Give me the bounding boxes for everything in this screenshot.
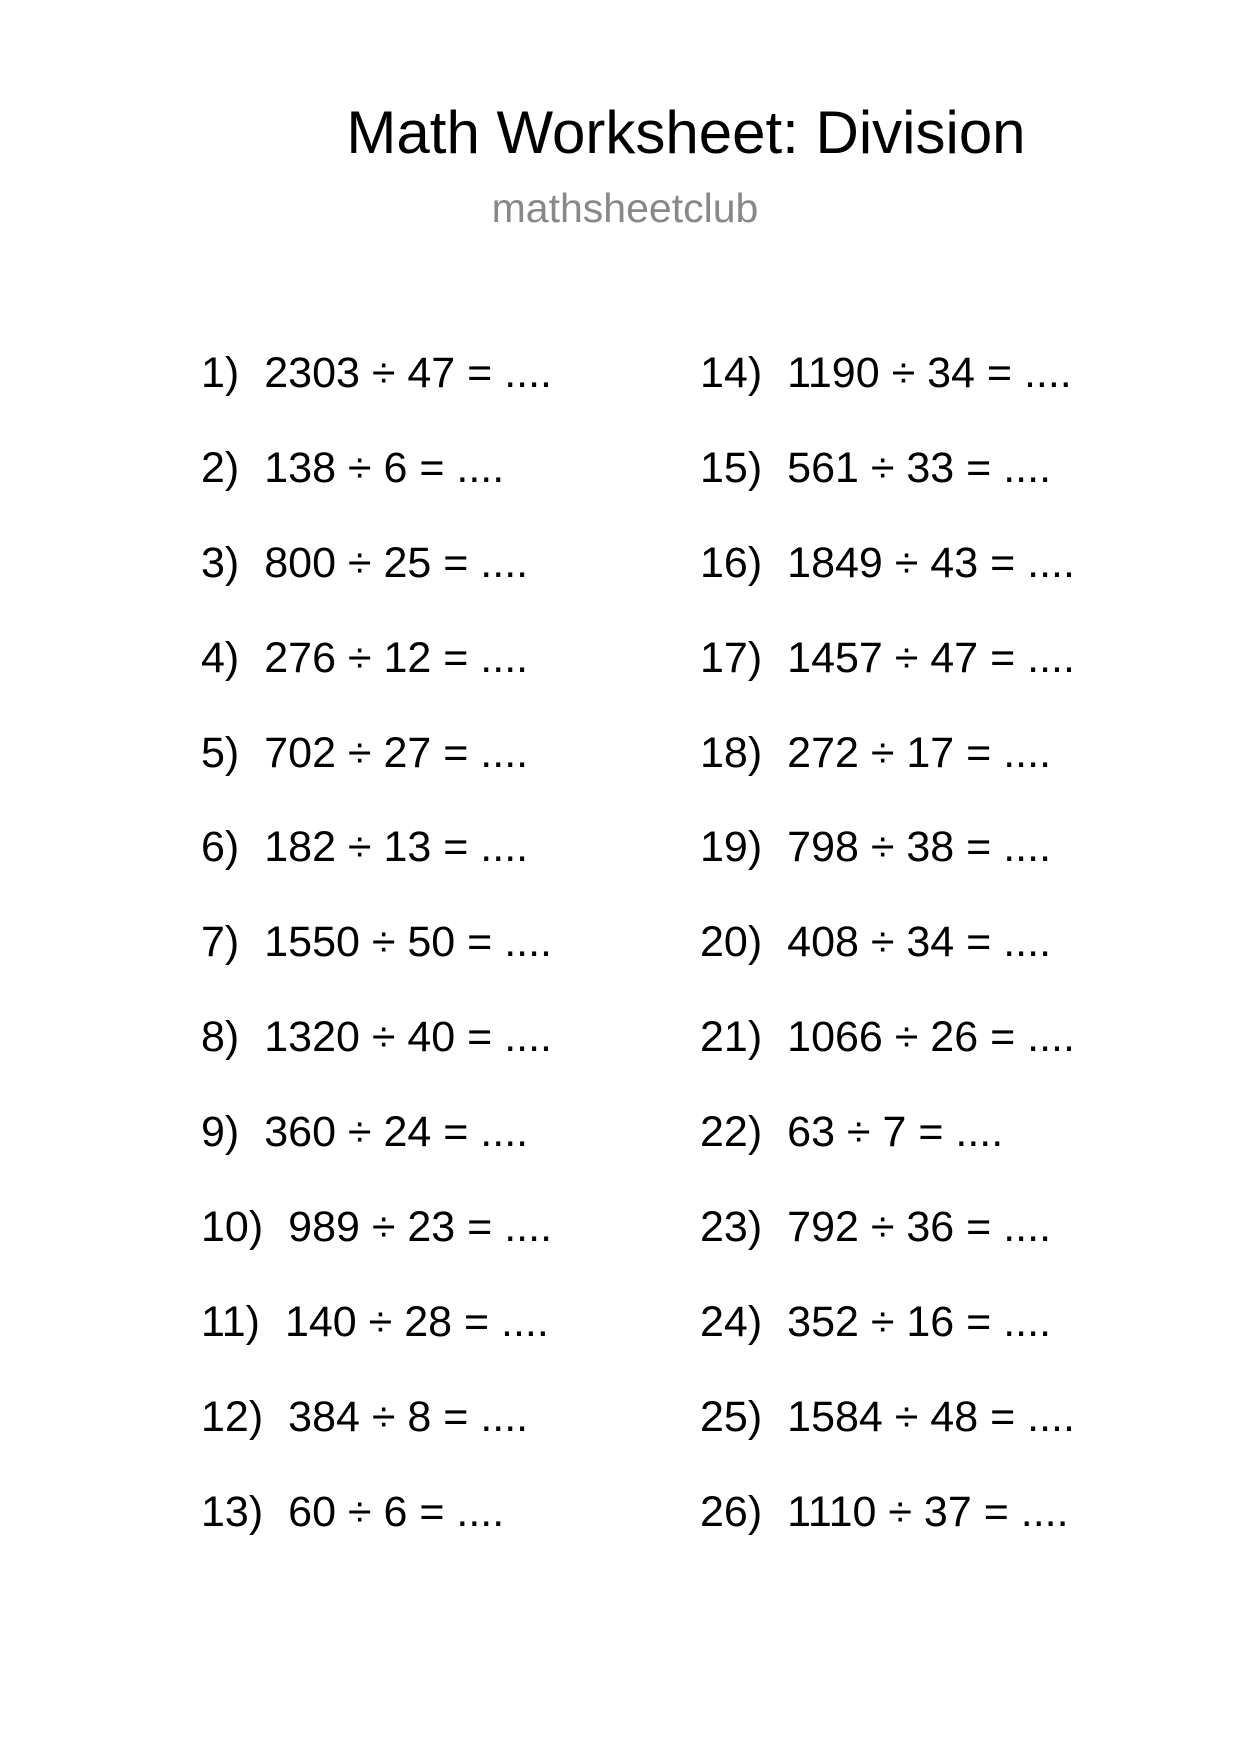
problem-expression: 702 ÷ 27 = .... — [264, 728, 529, 777]
problem-column-right — [700, 347, 1120, 1581]
problem-expression: 276 ÷ 12 = .... — [264, 633, 529, 682]
problem-expression: 138 ÷ 6 = .... — [264, 443, 505, 492]
problem-column-left — [201, 347, 631, 1581]
problem-number: 26) — [700, 1487, 763, 1536]
problem-expression: 1849 ÷ 43 = .... — [787, 538, 1075, 587]
problem-number: 10) — [201, 1203, 264, 1252]
problem-expression: 1457 ÷ 47 = .... — [787, 633, 1075, 682]
problem-expression: 272 ÷ 17 = .... — [787, 728, 1052, 777]
problem-number: 9) — [201, 1108, 240, 1157]
problem-expression: 182 ÷ 13 = .... — [264, 823, 529, 872]
problem-number: 21) — [700, 1013, 763, 1062]
problem-number: 23) — [700, 1203, 763, 1252]
problem-number: 11) — [201, 1297, 260, 1346]
problem-number: 3) — [201, 538, 240, 587]
problem-number: 17) — [700, 633, 763, 682]
problem-number: 6) — [201, 823, 240, 872]
problem-expression: 1190 ÷ 34 = .... — [787, 349, 1072, 397]
problem-expression: 1320 ÷ 40 = .... — [264, 1013, 553, 1062]
problem-item — [700, 347, 1120, 442]
problem-item — [700, 1391, 1120, 1486]
problem-item — [201, 537, 631, 632]
problem-item — [201, 1486, 631, 1581]
problem-expression: 1066 ÷ 26 = .... — [787, 1013, 1075, 1062]
problem-number: 1) — [201, 349, 240, 397]
problem-item — [201, 916, 631, 1011]
problem-item — [201, 442, 631, 537]
problem-number: 19) — [700, 823, 763, 872]
problem-number: 18) — [700, 728, 763, 777]
problem-number: 15) — [700, 443, 763, 492]
problem-number: 7) — [201, 918, 240, 967]
problem-expression: 360 ÷ 24 = .... — [264, 1108, 529, 1157]
problem-expression: 989 ÷ 23 = .... — [288, 1203, 553, 1252]
problem-item — [700, 442, 1120, 537]
problem-expression: 800 ÷ 25 = .... — [264, 538, 529, 587]
problem-item — [201, 347, 631, 442]
problem-number: 25) — [700, 1392, 763, 1441]
problem-number: 8) — [201, 1013, 240, 1062]
problem-item — [700, 727, 1120, 822]
problem-number: 5) — [201, 728, 240, 777]
problem-item — [201, 1391, 631, 1486]
problem-item — [700, 916, 1120, 1011]
problem-expression: 1550 ÷ 50 = .... — [264, 918, 553, 967]
problem-number: 24) — [700, 1297, 763, 1346]
problem-item — [201, 727, 631, 822]
problem-number: 13) — [201, 1487, 264, 1536]
problem-item — [201, 1296, 631, 1391]
problem-expression: 2303 ÷ 47 = .... — [264, 349, 553, 397]
subtitle: mathsheetclub — [491, 185, 759, 231]
problem-number: 2) — [201, 443, 240, 492]
problem-expression: 352 ÷ 16 = .... — [787, 1297, 1052, 1346]
problem-item — [700, 1201, 1120, 1296]
problem-number: 22) — [700, 1108, 763, 1157]
problem-item — [201, 1011, 631, 1106]
problem-item — [201, 821, 631, 916]
problem-item — [201, 632, 631, 727]
problem-item — [700, 537, 1120, 632]
problem-item — [700, 1486, 1120, 1581]
problem-item — [201, 1106, 631, 1201]
problem-number: 12) — [201, 1392, 264, 1441]
problem-expression: 1110 ÷ 37 = .... — [787, 1487, 1069, 1536]
problem-item — [700, 1296, 1120, 1391]
problem-item — [201, 1201, 631, 1296]
problem-item — [700, 821, 1120, 916]
problem-item — [700, 1011, 1120, 1106]
problem-expression: 60 ÷ 6 = .... — [288, 1487, 505, 1536]
problem-item — [700, 632, 1120, 727]
problem-number: 20) — [700, 918, 763, 967]
problem-expression: 63 ÷ 7 = .... — [787, 1108, 1004, 1157]
page-title: Math Worksheet: Division — [346, 99, 1026, 166]
problem-expression: 792 ÷ 36 = .... — [787, 1203, 1052, 1252]
problem-item — [700, 1106, 1120, 1201]
problem-number: 14) — [700, 349, 763, 397]
problem-expression: 798 ÷ 38 = .... — [787, 823, 1052, 872]
problem-expression: 408 ÷ 34 = .... — [787, 918, 1052, 967]
problem-expression: 1584 ÷ 48 = .... — [787, 1392, 1075, 1441]
problem-number: 16) — [700, 538, 763, 587]
problem-number: 4) — [201, 633, 240, 682]
problem-expression: 140 ÷ 28 = .... — [284, 1297, 549, 1346]
problem-expression: 561 ÷ 33 = .... — [787, 443, 1052, 492]
problem-expression: 384 ÷ 8 = .... — [288, 1392, 529, 1441]
